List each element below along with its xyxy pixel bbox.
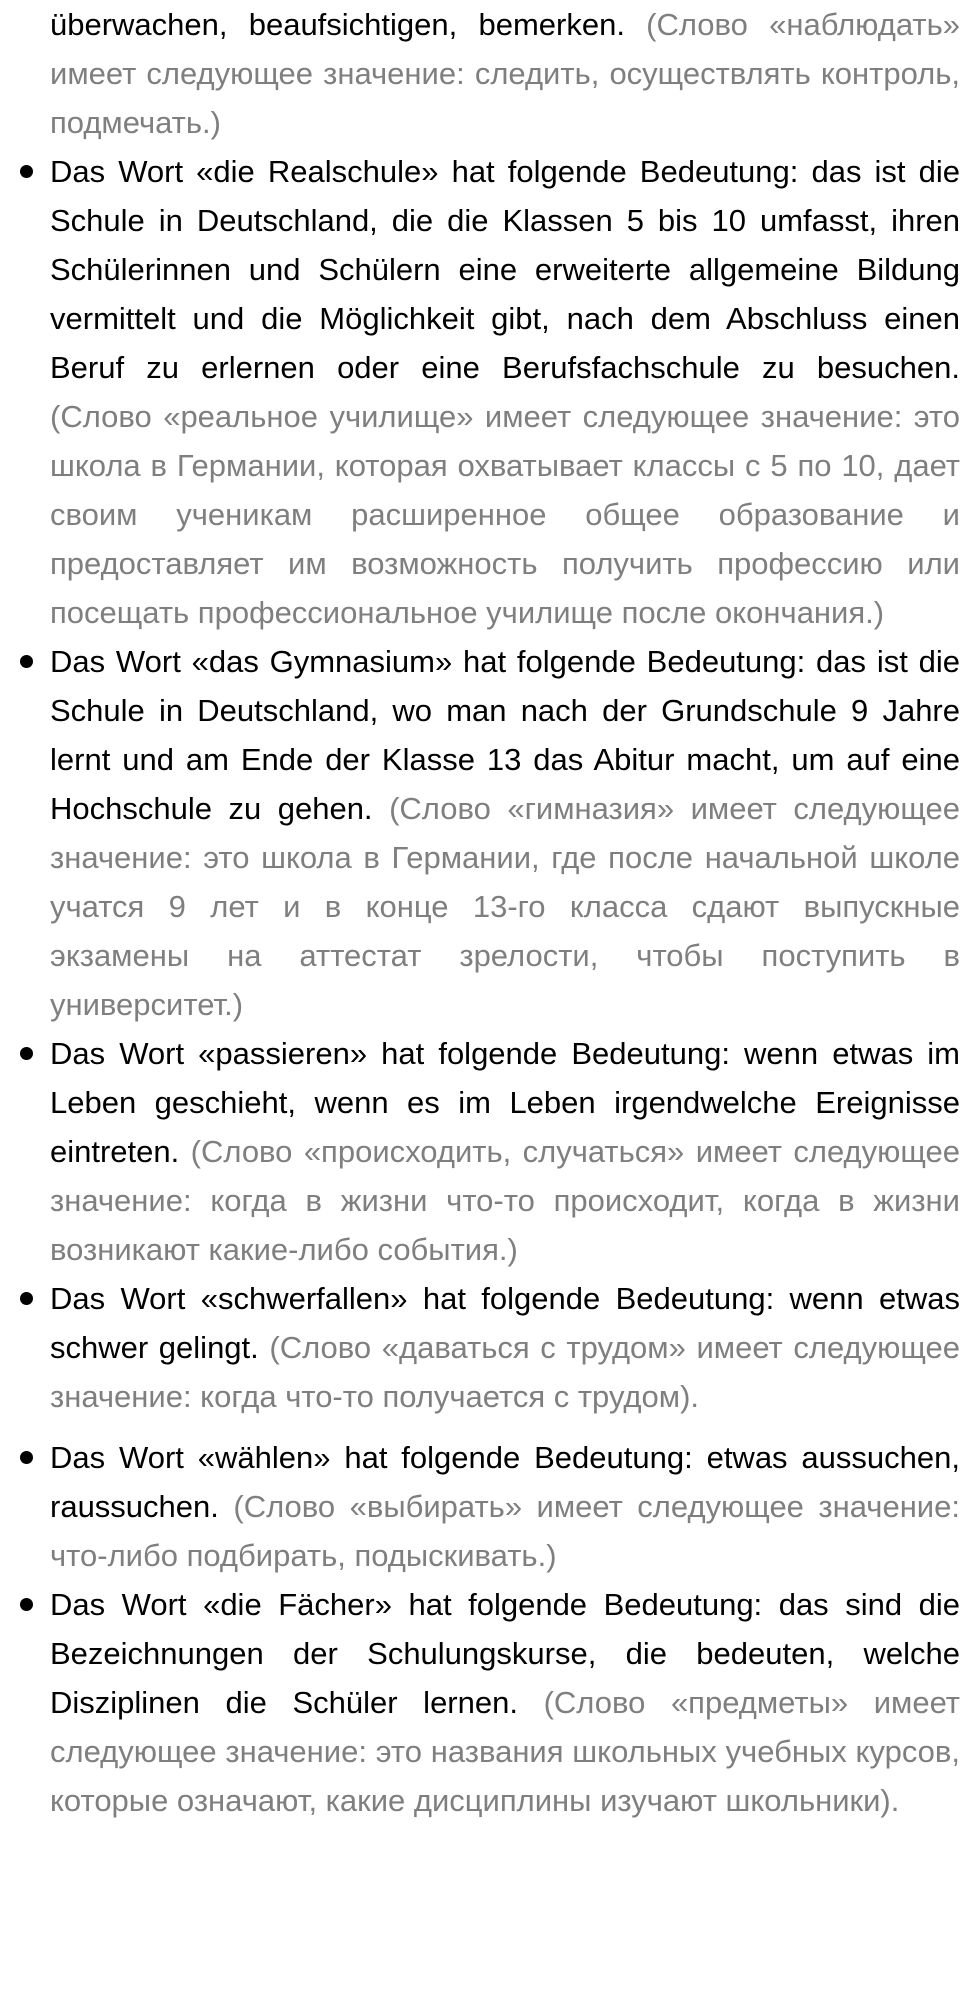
german-definition: Das Wort «das Gymnasium» hat folgende Bedeutung: das ist die Schule in Deutschland, wo man nach der Grundschule 9 Jahre lernt und am Ende der Klasse 13 das Abitur macht, um auf eine Hochschule zu gehen.	[50, 644, 960, 826]
bullet-icon	[20, 1451, 33, 1464]
bullet-icon	[20, 165, 33, 178]
definition-item-realschule	[50, 147, 960, 637]
intro-german-text: überwachen, beaufsichtigen, bemerken.	[50, 7, 625, 42]
german-definition: Das Wort «die Realschule» hat folgende Bedeutung: das ist die Schule in Deutschland, die die Klassen 5 bis 10 umfasst, ihren Schülerinnen und Schülern eine erweiterte allgemeine Bildung vermittelt und die Möglichkeit gibt, nach dem Abschluss einen Beruf zu erlernen oder eine Berufsfachschule zu besuchen.	[50, 154, 960, 385]
russian-translation: (Слово «выбирать» имеет следующее значение: что-либо подбирать, подыскивать.)	[50, 1489, 960, 1573]
russian-translation: (Слово «гимназия» имеет следующее значение: это школа в Германии, где после начальной школе учатся 9 лет и в конце 13-го класса сдают выпускные экзамены на аттестат зрелости, чтобы поступить в университет.)	[50, 791, 960, 1022]
definition-item-passieren	[50, 1029, 960, 1274]
bullet-icon	[20, 1598, 33, 1611]
bullet-icon	[20, 655, 33, 668]
intro-paragraph	[50, 0, 960, 147]
bullet-icon	[20, 1292, 33, 1305]
russian-translation: (Слово «предметы» имеет следующее значение: это названия школьных учебных курсов, которые означают, какие дисциплины изучают школьники).	[50, 1685, 960, 1818]
definition-item-waehlen	[50, 1433, 960, 1580]
definition-list	[50, 147, 960, 1825]
definition-item-schwerfallen	[50, 1274, 960, 1421]
german-definition: Das Wort «wählen» hat folgende Bedeutung: etwas aussuchen, raussuchen.	[50, 1440, 960, 1524]
russian-translation: (Слово «реальное училище» имеет следующее значение: это школа в Германии, которая охватывает классы с 5 по 10, дает своим ученикам расширенное общее образование и предоставляет им возможность получить профессию или посещать профессиональное училище после окончания.)	[50, 399, 960, 630]
german-definition: Das Wort «die Fächer» hat folgende Bedeutung: das sind die Bezeichnungen der Schulungskurse, die bedeuten, welche Disziplinen die Schüler lernen.	[50, 1587, 960, 1720]
russian-translation: (Слово «даваться с трудом» имеет следующее значение: когда что-то получается с трудом).	[50, 1330, 960, 1414]
definition-item-faecher	[50, 1580, 960, 1825]
german-definition: Das Wort «schwerfallen» hat folgende Bedeutung: wenn etwas schwer gelingt.	[50, 1281, 960, 1365]
bullet-icon	[20, 1047, 33, 1060]
german-definition: Das Wort «passieren» hat folgende Bedeutung: wenn etwas im Leben geschieht, wenn es im Leben irgendwelche Ereignisse eintreten.	[50, 1036, 960, 1169]
document-body	[50, 0, 960, 1825]
russian-translation: (Слово «происходить, случаться» имеет следующее значение: когда в жизни что-то происходит, когда в жизни возникают какие-либо события.)	[50, 1134, 960, 1267]
intro-russian-translation: (Слово «наблюдать» имеет следующее значение: следить, осуществлять контроль, подмечать.)	[50, 7, 960, 140]
definition-item-gymnasium	[50, 637, 960, 1029]
